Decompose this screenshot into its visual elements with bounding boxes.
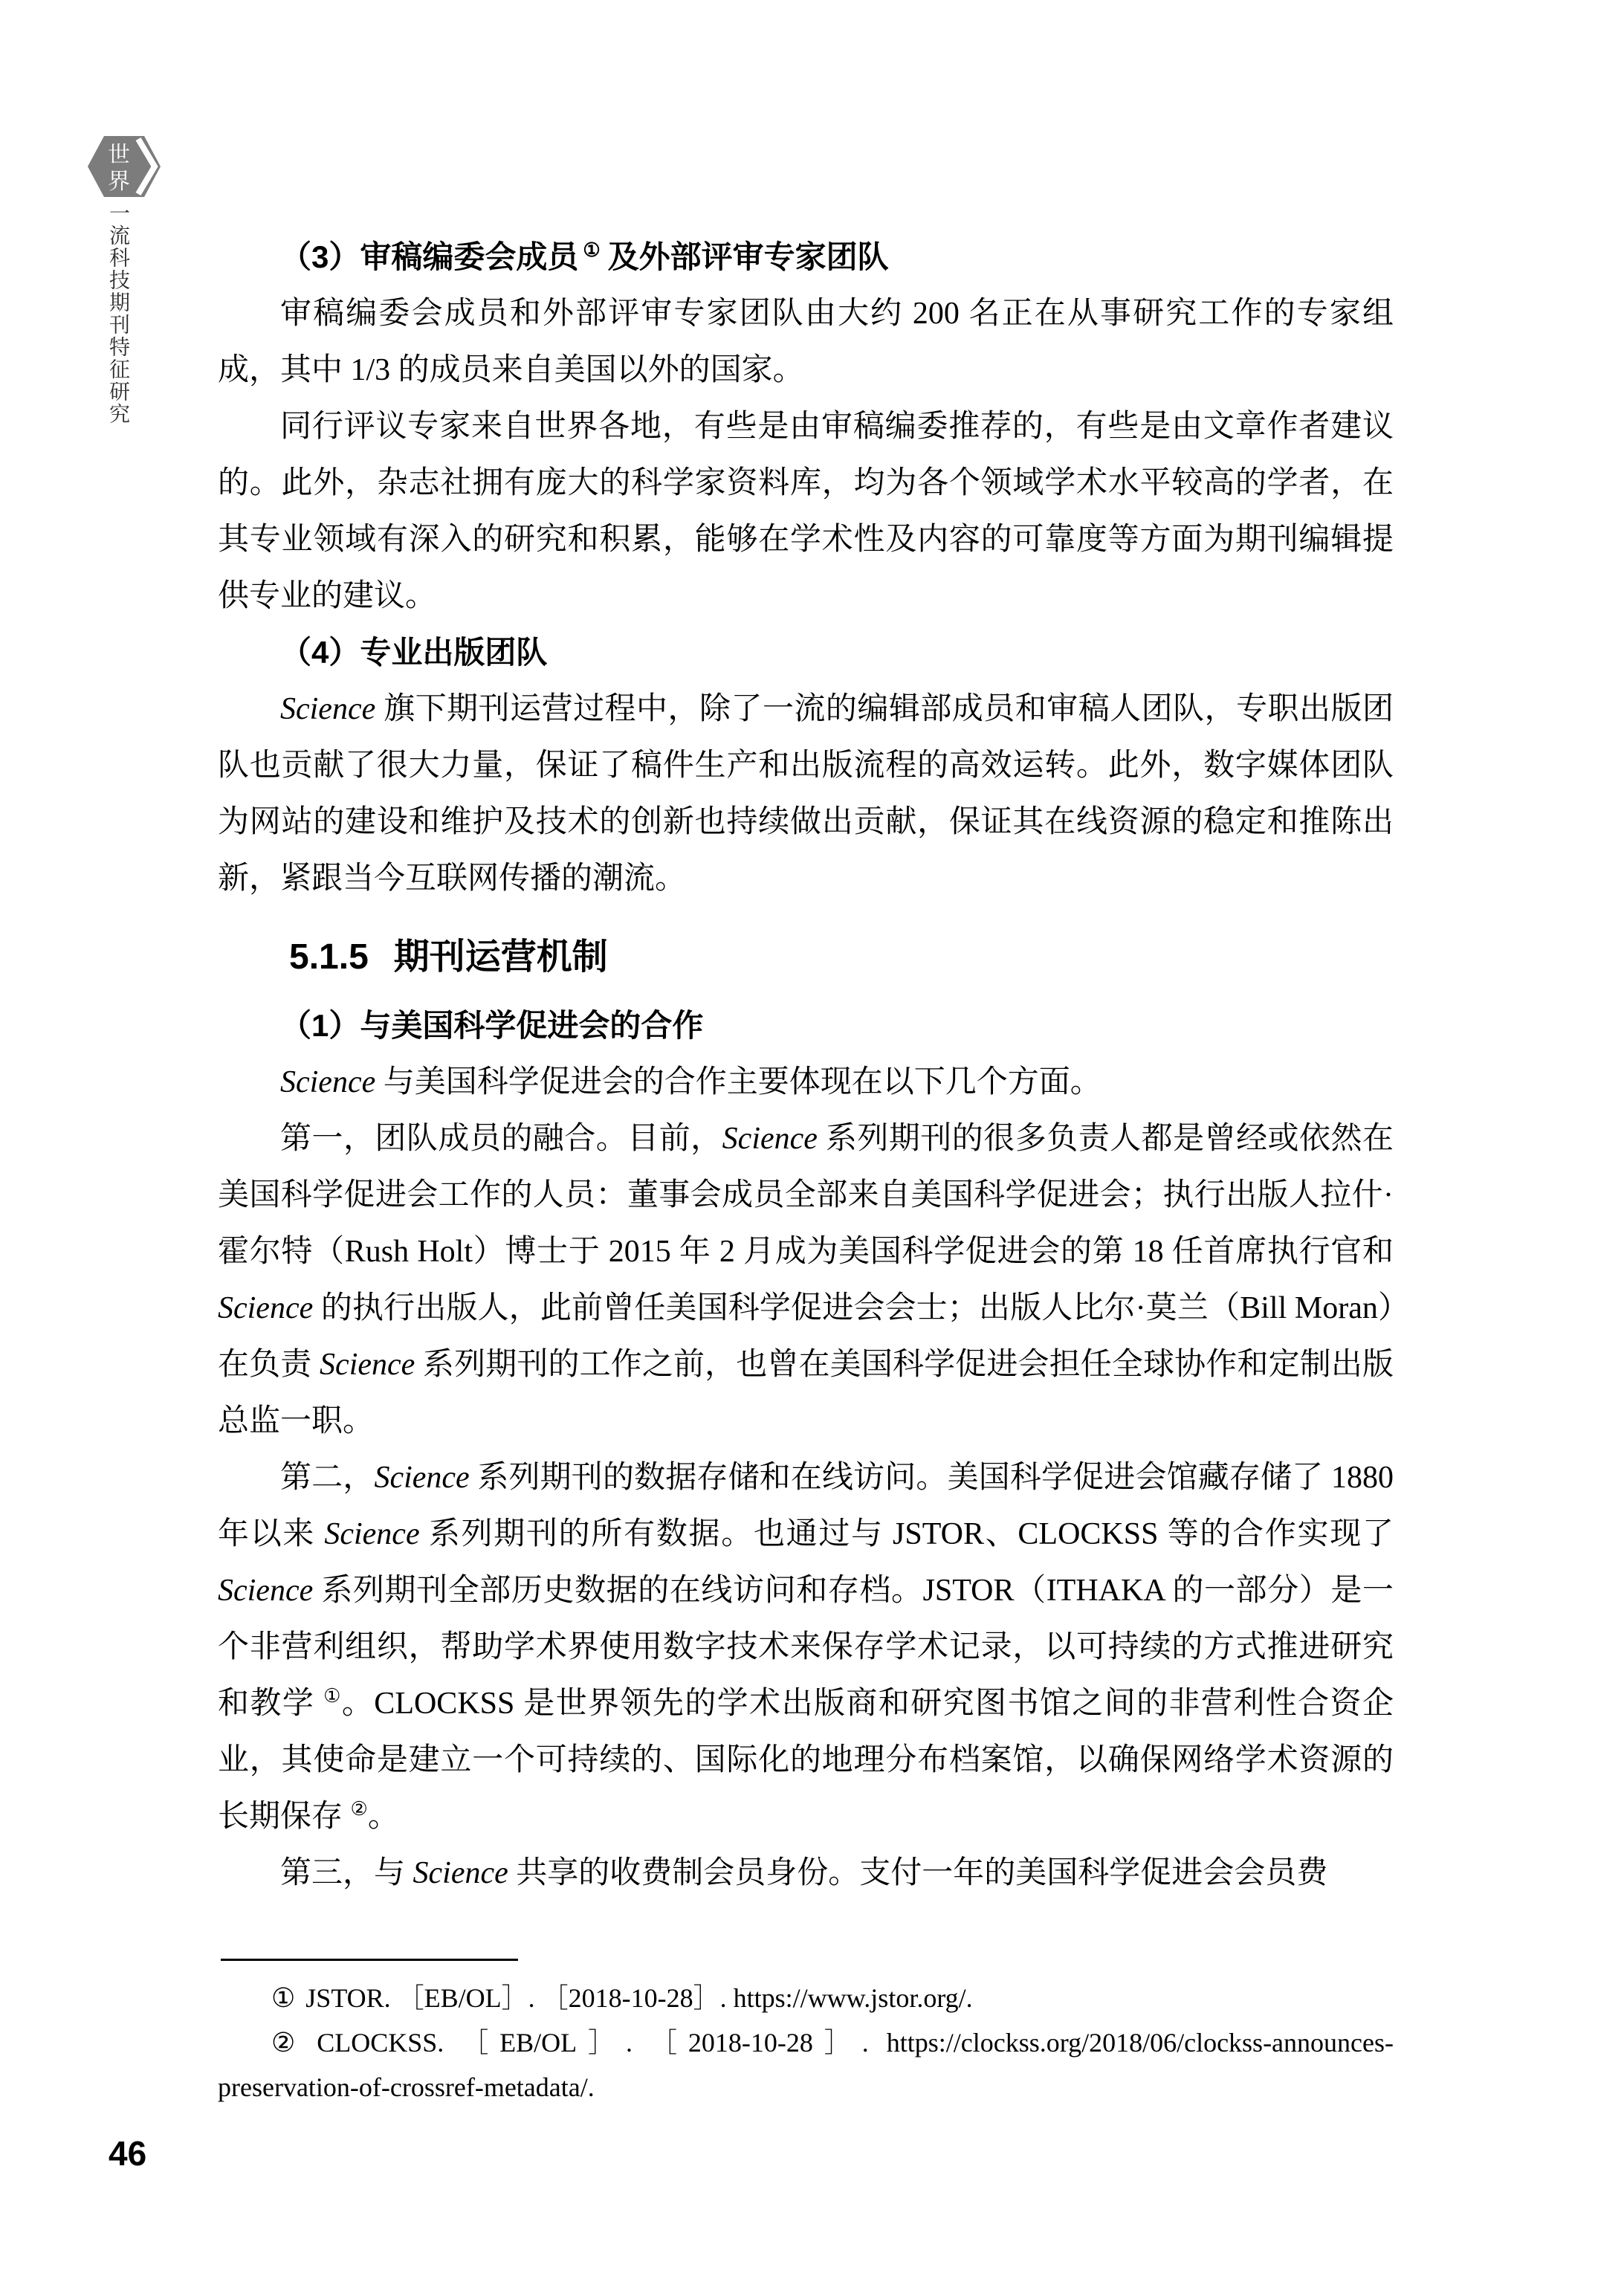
- footnote-1-text: JSTOR. ［EB/OL］. ［2018-10-28］. https://www.jstor.org/.: [305, 1983, 973, 2013]
- paragraph-publishing-team: Science 旗下期刊运营过程中，除了一流的编辑部成员和审稿人团队，专职出版团队也贡献了很大力量，保证了稿件生产和出版流程的高效运转。此外，数字媒体团队为网站的建设和维护及技术的创新也持续做出贡献，保证其在线资源的稳定和推陈出新，紧跟当今互联网传播的潮流。: [218, 692, 1394, 896]
- footnote-1-mark: ①: [271, 1983, 296, 2013]
- paragraph-second-data-storage: 第二，Science 系列期刊的数据存储和在线访问。美国科学促进会馆藏存储了 1880 年以来 Science 系列期刊的所有数据。也通过与 JSTOR、CLOCKSS 等的合作实现了 Science 系列期刊全部历史数据的在线访问和存档。JSTOR（ITHAKA 的一部分）是一个非营利组织，帮助学术界使用数字技术来保存学术记录，以可持续的方式推进研究和教学 ①。CLOCKSS 是世界领先的学术出版商和研究图书馆之间的非营利性合资企业，其使命是建立一个可持续的、国际化的地理分布档案馆，以确保网络学术资源的长期保存 ②。: [218, 1461, 1394, 1834]
- badge-char-bottom: 界: [108, 169, 130, 194]
- subheading-3-text: （3）审稿编委会成员: [280, 239, 579, 274]
- footnote-2: [218, 2020, 1394, 2110]
- section-number: 5.1.5: [289, 937, 369, 977]
- section-heading-5-1-5: [218, 929, 1394, 986]
- footnote-separator: [221, 1959, 518, 1961]
- section-title: 期刊运营机制: [393, 937, 608, 977]
- paragraph-peer-experts: 同行评议专家来自世界各地，有些是由审稿编委推荐的，有些是由文章作者建议的。此外，杂志社拥有庞大的科学家资料库，均为各个领域学术水平较高的学者，在其专业领域有深入的研究和积累，能够在学术性及内容的可靠度等方面为期刊编辑提供专业的建议。: [218, 410, 1394, 613]
- footnote-area: [218, 1959, 1394, 2110]
- paragraph-third-membership: 第三，与 Science 共享的收费制会员身份。支付一年的美国科学促进会会员费: [280, 1856, 1328, 1890]
- sidebar-vertical-title: 一流科技期刊特征研究: [106, 202, 129, 425]
- subheading-3-review-board: [218, 229, 1394, 285]
- subheading-1-aaas-cooperation: （1）与美国科学促进会的合作: [280, 1008, 704, 1043]
- footnote-2-text: CLOCKSS. ［EB/OL］. ［2018-10-28］. https://clockss.org/2018/06/clockss-announces-preservation-of-crossref-metadata/.: [218, 2028, 1394, 2102]
- footnote-2-mark: ②: [271, 2028, 307, 2058]
- footnote-ref-1-heading: ①: [583, 239, 601, 261]
- badge-char-top: 世: [108, 143, 130, 167]
- page-number: 46: [109, 2134, 147, 2173]
- chapter-badge: [86, 134, 162, 199]
- footnote-1: [218, 1976, 1394, 2020]
- subheading-3-text-rest: 及外部评审专家团队: [607, 239, 889, 274]
- subheading-4-publishing-team: （4）专业出版团队: [280, 635, 548, 670]
- paragraph-cooperation-intro: Science 与美国科学促进会的合作主要体现在以下几个方面。: [280, 1065, 1101, 1099]
- main-text-column: [218, 229, 1394, 2110]
- paragraph-first-team-integration: 第一，团队成员的融合。目前，Science 系列期刊的很多负责人都是曾经或依然在美国科学促进会工作的人员：董事会成员全部来自美国科学促进会；执行出版人拉什·霍尔特（Rush Holt）博士于 2015 年 2 月成为美国科学促进会的第 18 任首席执行官和 Science 的执行出版人，此前曾任美国科学促进会会士；出版人比尔·莫兰（Bill Moran）在负责 Science 系列期刊的工作之前，也曾在美国科学促进会担任全球协作和定制出版总监一职。: [218, 1122, 1394, 1438]
- paragraph-review-team: 审稿编委会成员和外部评审专家团队由大约 200 名正在从事研究工作的专家组成，其中 1/3 的成员来自美国以外的国家。: [218, 297, 1394, 387]
